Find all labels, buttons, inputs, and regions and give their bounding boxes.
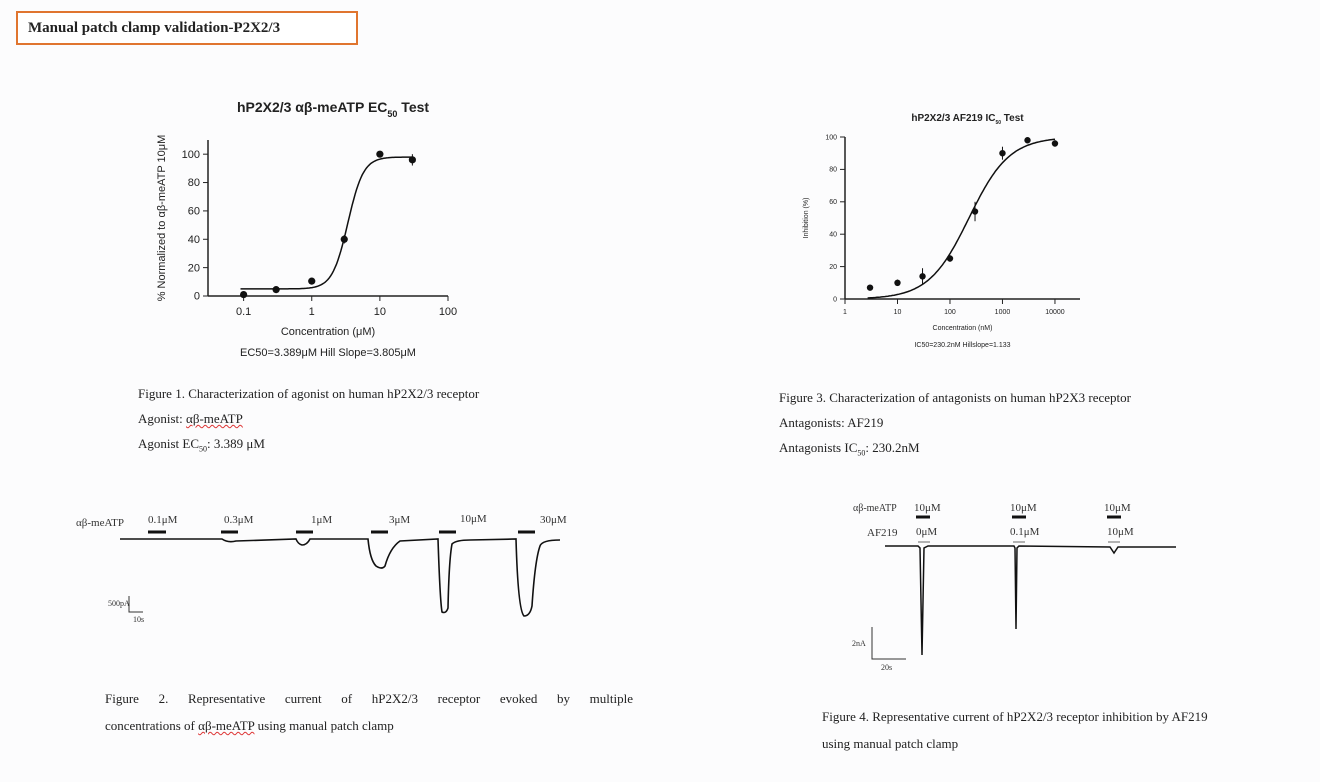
fit-curve	[241, 157, 413, 289]
current-trace	[885, 546, 1176, 655]
chart-title: hP2X2/3 AF219 $IC_{50}$ Test	[911, 113, 1024, 126]
conc-label: 3μM	[389, 514, 411, 526]
scale-bar	[872, 627, 906, 659]
label: Agonist EC	[138, 436, 200, 451]
conc-label: 10μM	[1104, 502, 1131, 514]
data-point	[867, 284, 873, 290]
y-tick-label: 100	[825, 134, 837, 142]
fig2-traces	[76, 513, 567, 624]
conc-label: 10μM	[1107, 526, 1134, 538]
chart-title: hP2X2/3 αβ-meATP $EC_{50}$ Test	[236, 99, 430, 119]
antagonist-line: Antagonists: AF219	[779, 415, 884, 430]
x-tick-label: 10	[373, 306, 386, 318]
data-point	[376, 151, 383, 158]
x-tick-label: 100	[944, 309, 956, 316]
label: Agonist:	[138, 411, 187, 426]
y-tick-label: 0	[833, 296, 837, 304]
caption-title: Figure 3. Characterization of antagonists on human hP2X3 receptor	[779, 390, 1131, 405]
conc-label: 10μM	[460, 513, 487, 525]
agonist-line	[138, 406, 479, 431]
x-axis-label: Concentration (μM)	[280, 326, 376, 338]
fig3-caption	[779, 385, 1131, 466]
ic50-chart	[803, 113, 1080, 349]
y-tick-label: 20	[829, 263, 837, 271]
x-tick-label: 0.1	[235, 306, 252, 318]
ic50-line	[779, 435, 1131, 466]
y-axis-label: % Normalized to αβ-meATP 10μM	[156, 134, 168, 302]
conc-label: 0.1μM	[1010, 526, 1040, 538]
x-tick-label: 10	[893, 309, 902, 316]
t: concentrations of	[105, 718, 199, 733]
y-tick-label: 100	[181, 148, 200, 161]
y-tick-label: 40	[187, 233, 200, 246]
x-tick-label: 1	[308, 306, 315, 318]
fig4-caption	[822, 703, 1208, 757]
conc-label: 0.1μM	[148, 514, 178, 526]
data-point	[999, 150, 1005, 156]
page-title: Manual patch clamp validation-P2X2/3	[16, 11, 358, 45]
ec50-value: : 3.389 μM	[207, 436, 265, 451]
t: using manual patch clamp	[254, 718, 394, 733]
conc-label: 10μM	[914, 502, 941, 514]
fig1-caption	[138, 381, 479, 462]
data-point	[273, 286, 280, 293]
y-tick-label: 20	[187, 262, 200, 275]
y-axis-label: Inhibition (%)	[803, 197, 810, 239]
scale-x-label: 20s	[881, 663, 893, 672]
t: αβ-meATP	[198, 718, 255, 733]
conc-label: 0μM	[916, 526, 938, 538]
fit-annotation: EC50=3.389μM Hill Slope=3.805μM	[240, 347, 416, 359]
data-point	[1024, 137, 1030, 143]
label: Antagonists IC	[779, 440, 858, 455]
caption-line: Figure 2. Representative current of hP2X2/3 receptor evoked by multiple	[105, 691, 633, 706]
x-tick-label: 10000	[1045, 309, 1065, 316]
caption-line	[105, 712, 633, 739]
fig2-compound-label: αβ-meATP	[76, 517, 125, 529]
data-point	[947, 255, 953, 261]
x-axis-label: Concentration (nM)	[932, 325, 993, 332]
fit-curve	[868, 139, 1055, 298]
conc-label: 0.3μM	[224, 514, 254, 526]
y-tick-label: 0	[193, 290, 200, 303]
scale-bar	[129, 596, 143, 612]
fit-annotation: IC50=230.2nM Hillslope=1.133	[914, 342, 1011, 349]
sub: 50	[199, 444, 208, 454]
caption-title: Figure 1. Characterization of agonist on human hP2X2/3 receptor	[138, 386, 480, 401]
data-point	[1052, 140, 1058, 146]
y-tick-label: 40	[829, 231, 837, 239]
fig4-agonist-label: αβ-meATP	[853, 503, 897, 514]
x-tick-label: 100	[438, 306, 458, 318]
y-tick-label: 80	[829, 166, 837, 174]
ic50-value: : 230.2nM	[865, 440, 920, 455]
sub: 50	[857, 448, 866, 458]
ec50-chart	[156, 99, 457, 359]
current-trace	[120, 539, 560, 616]
conc-label: 10μM	[1010, 502, 1037, 514]
fig2-caption	[105, 685, 633, 739]
data-point	[409, 156, 416, 163]
scale-y-label: 2nA	[852, 639, 866, 648]
conc-label: 30μM	[540, 514, 567, 526]
conc-label: 1μM	[311, 514, 333, 526]
agonist-name: αβ-meATP	[186, 411, 243, 426]
y-tick-label: 60	[829, 199, 837, 207]
caption-line: using manual patch clamp	[822, 736, 959, 751]
x-tick-label: 1	[843, 309, 847, 316]
scale-y-label: 500pA	[108, 599, 130, 608]
ec50-line	[138, 431, 479, 462]
caption-line: Figure 4. Representative current of hP2X2/3 receptor inhibition by AF219	[822, 709, 1208, 724]
data-point	[919, 273, 925, 279]
x-tick-label: 1000	[994, 309, 1011, 316]
fig4-antagonist-label: AF219	[867, 527, 898, 539]
y-tick-label: 80	[187, 177, 200, 190]
data-point	[341, 236, 348, 243]
data-point	[308, 278, 315, 285]
data-point	[240, 291, 247, 298]
scale-x-label: 10s	[133, 615, 145, 624]
data-point	[894, 280, 900, 286]
y-tick-label: 60	[187, 205, 200, 218]
data-point	[972, 208, 978, 214]
fig4-traces	[852, 502, 1176, 672]
